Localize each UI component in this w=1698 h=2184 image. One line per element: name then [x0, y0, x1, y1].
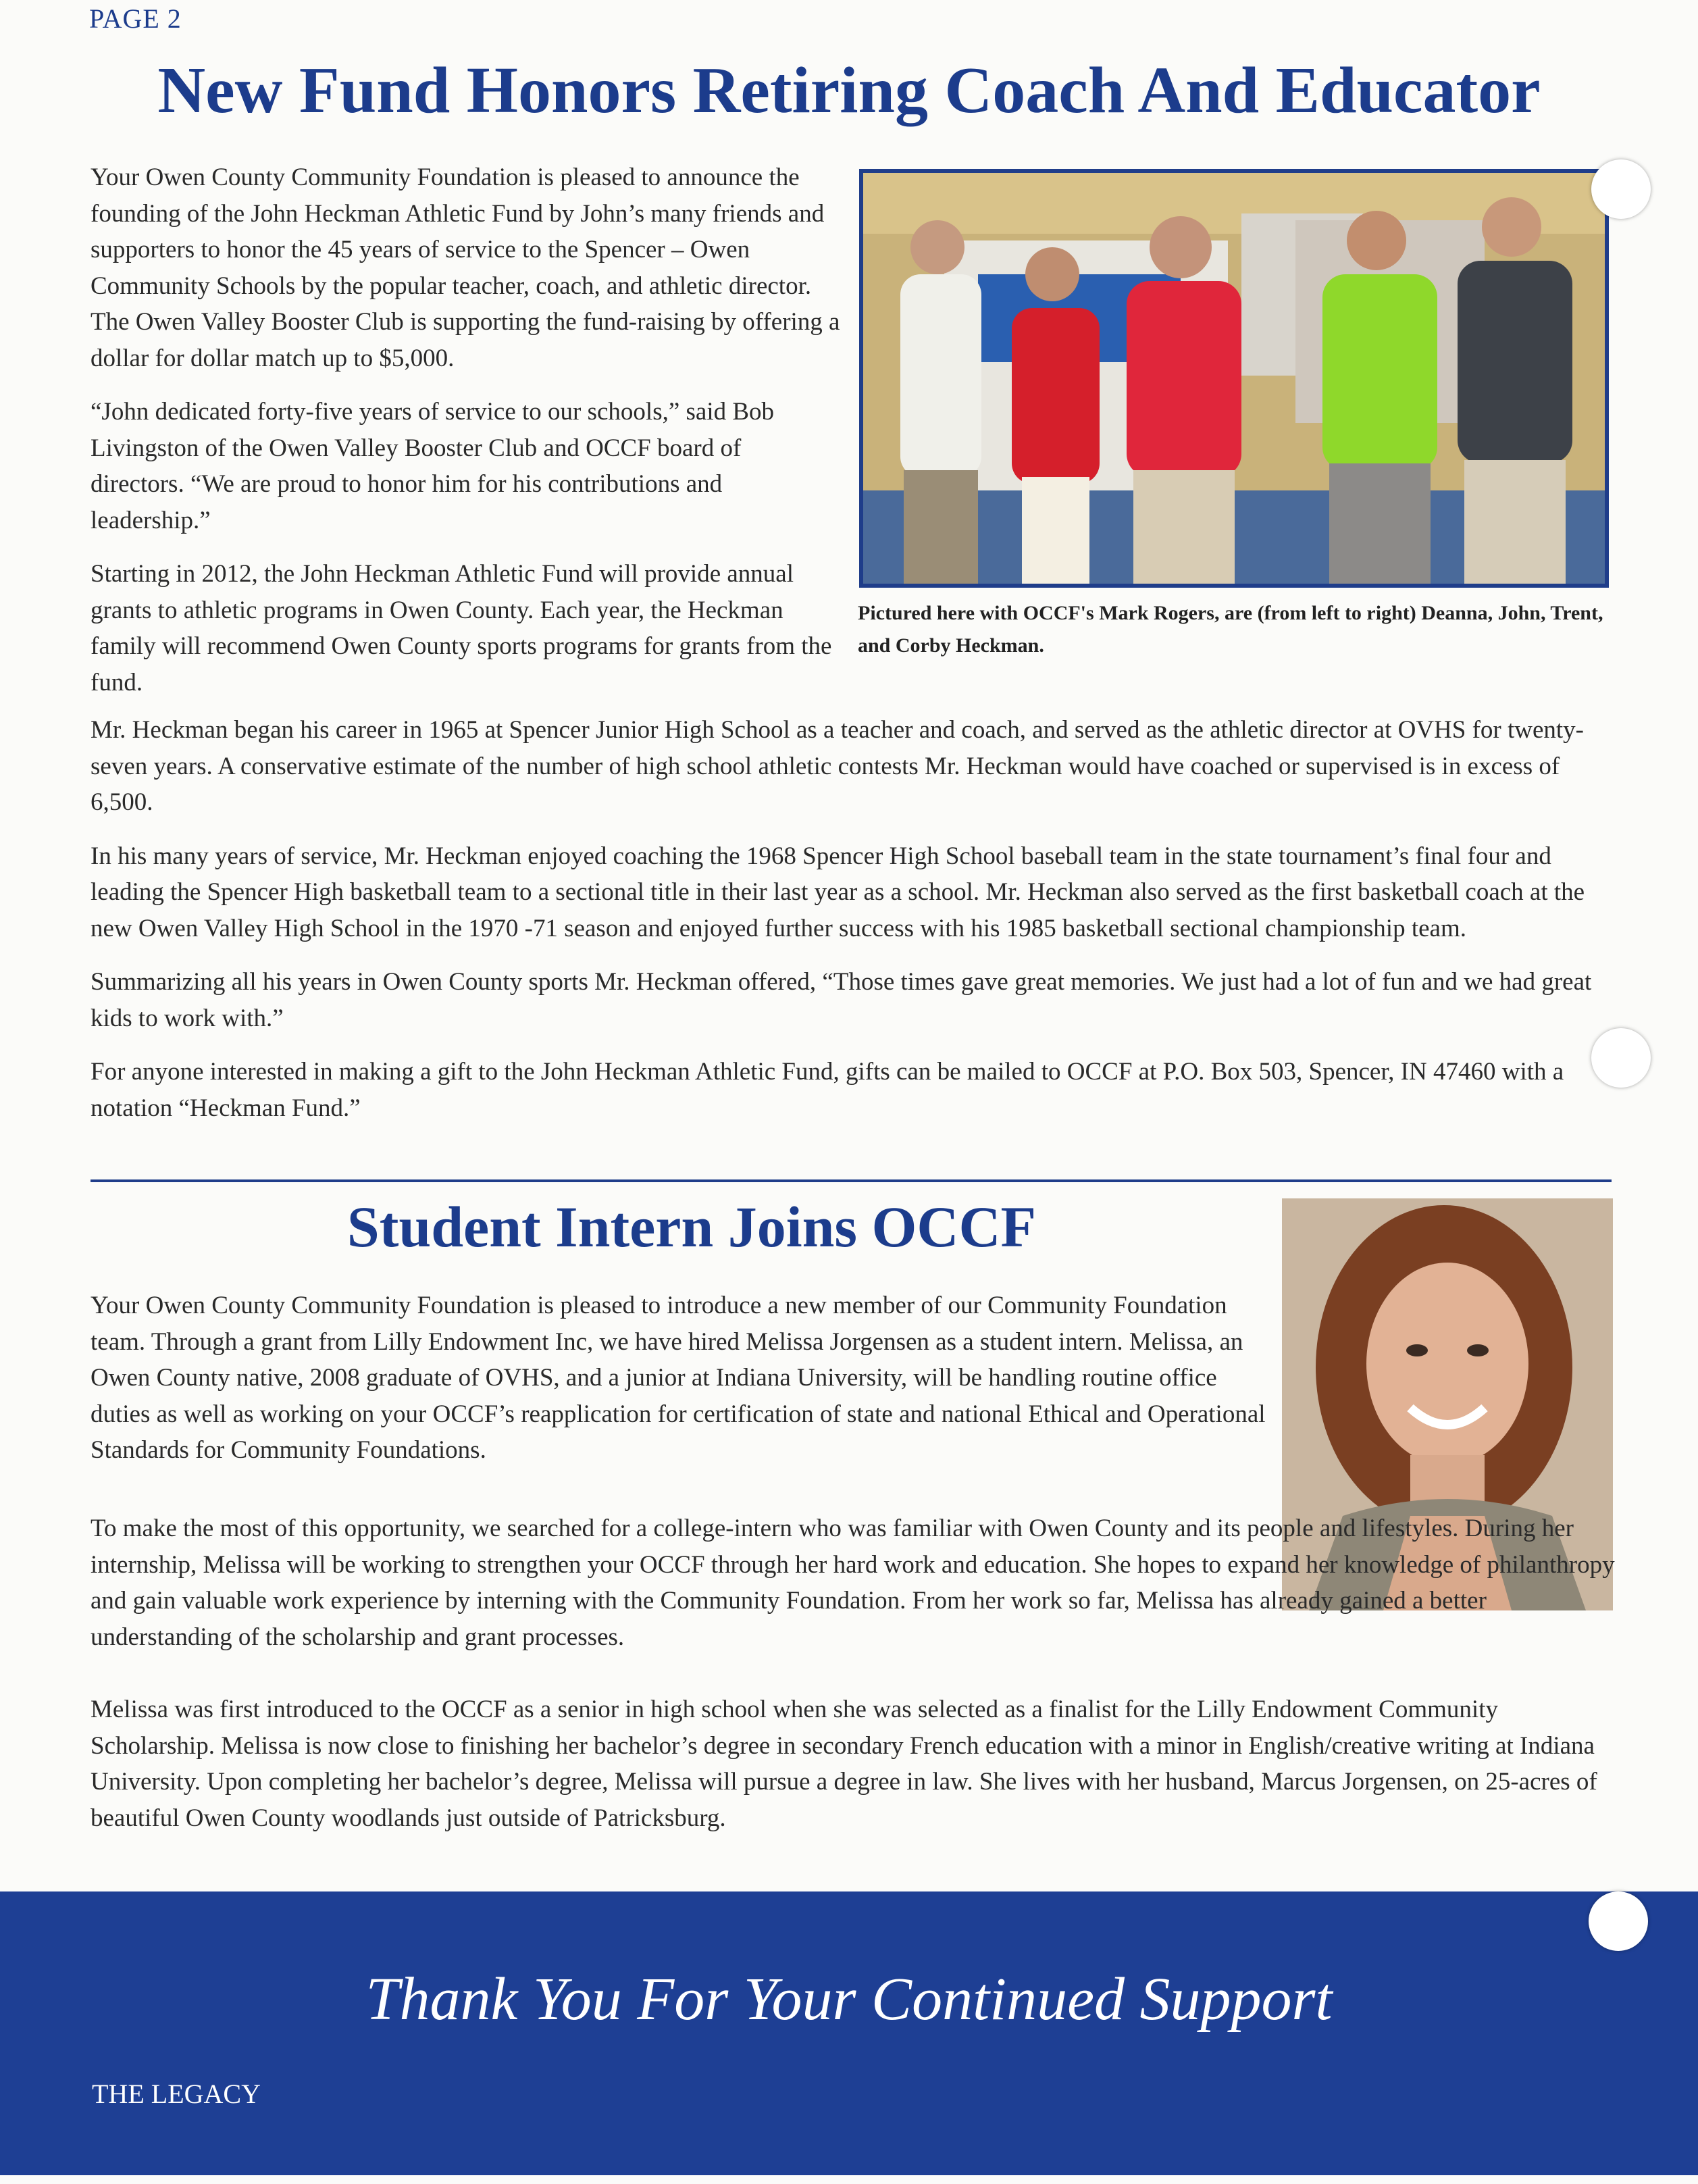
binder-hole — [1591, 159, 1651, 219]
photo-caption: Pictured here with OCCF's Mark Rogers, are (from left to right) Deanna, John, Trent, and Corby Heckman. — [858, 602, 1603, 657]
article-2-top-column — [91, 1288, 1266, 1505]
article-1-title: New Fund Honors Retiring Coach And Educator — [157, 54, 1541, 127]
paragraph: For anyone interested in making a gift to the John Heckman Athletic Fund, gifts can be mailed to OCCF at P.O. Box 503, Spencer, IN 47460 with a notation “Heckman Fund.” — [91, 1058, 1564, 1122]
banner-message: Thank You For Your Continued Support — [365, 1966, 1333, 2033]
section-divider — [91, 1179, 1612, 1182]
binder-hole — [1591, 1028, 1651, 1088]
article-2-full-width — [91, 1510, 1621, 1873]
article-1-left-column — [91, 159, 840, 718]
paragraph: Mr. Heckman began his career in 1965 at Spencer Junior High School as a teacher and coach, and served as the athletic director at OVHS for twenty-seven years. A conservative estimate of the number of high school athletic contests Mr. Heckman would have coached or supervised is in excess of 6,500. — [91, 716, 1585, 816]
article-1-full-width — [91, 712, 1621, 1144]
paragraph: Melissa was first introduced to the OCCF as a senior in high school when she was selected as a finalist for the Lilly Endowment Community Scholarship. Melissa is now close to finishing her bachelor’s degree in secondary French education with a minor in English/creative writing at Indiana University. Upon completing her bachelor’s degree, Melissa will pursue a degree in law. She lives with her husband, Marcus Jorgensen, on 25-acres of beautiful Owen County woodlands just outside of Patricksburg. — [91, 1696, 1597, 1832]
paragraph: To make the most of this opportunity, we searched for a college-intern who was familiar with Owen County and its people and lifestyles. During her internship, Melissa will be working to strengthen your OCCF through her hard work and education. She hopes to expand her knowledge of philanthropy and gain valuable work experience by interning with the Community Foundation. From her work so far, Melissa has already gained a better understanding of the scholarship and grant processes. — [91, 1515, 1615, 1651]
publication-name: THE LEGACY — [92, 2079, 261, 2109]
paragraph: In his many years of service, Mr. Heckman enjoyed coaching the 1968 Spencer High School baseball team in the state tournament’s final four and leading the Spencer High basketball team to a sectional title in their last year as a school. Mr. Heckman also served as the first basketball coach at the new Owen Valley High School in the 1970 -71 season and enjoyed further success with his 1985 basketball sectional championship team. — [91, 842, 1585, 942]
paragraph: Starting in 2012, the John Heckman Athletic Fund will provide annual grants to athletic programs in Owen County. Each year, the Heckman family will recommend Owen County sports programs for grants from the fund. — [91, 560, 832, 696]
paragraph: “John dedicated forty-five years of service to our schools,” said Bob Livingston of the Owen Valley Booster Club and OCCF board of directors. “We are proud to honor him for his contributions and leadership.” — [91, 398, 775, 534]
group-photo — [859, 169, 1609, 588]
page-number: PAGE 2 — [89, 3, 182, 34]
article-2-title: Student Intern Joins OCCF — [346, 1194, 1037, 1259]
paragraph: Summarizing all his years in Owen County sports Mr. Heckman offered, “Those times gave great memories. We just had a lot of fun and we had great kids to work with.” — [91, 968, 1592, 1032]
paragraph: Your Owen County Community Foundation is pleased to announce the founding of the John Heckman Athletic Fund by John’s many friends and supporters to honor the 45 years of service to the Spencer – Owen Community Schools by the popular teacher, coach, and athletic director. The Owen Valley Booster Club is supporting the fund-raising by offering a dollar for dollar match up to $5,000. — [91, 163, 840, 372]
binder-hole — [1589, 1891, 1648, 1951]
paragraph: Your Owen County Community Foundation is pleased to introduce a new member of our Community Foundation team. Through a grant from Lilly Endowment Inc, we have hired Melissa Jorgensen as a student intern. Melissa, an Owen County native, 2008 graduate of OVHS, and a junior at Indiana University, will be handling routine office duties as well as working on your OCCF’s reapplication for certification of state and national Ethical and Operational Standards for Community Foundations. — [91, 1292, 1266, 1464]
group-photo-illustration — [863, 173, 1605, 584]
